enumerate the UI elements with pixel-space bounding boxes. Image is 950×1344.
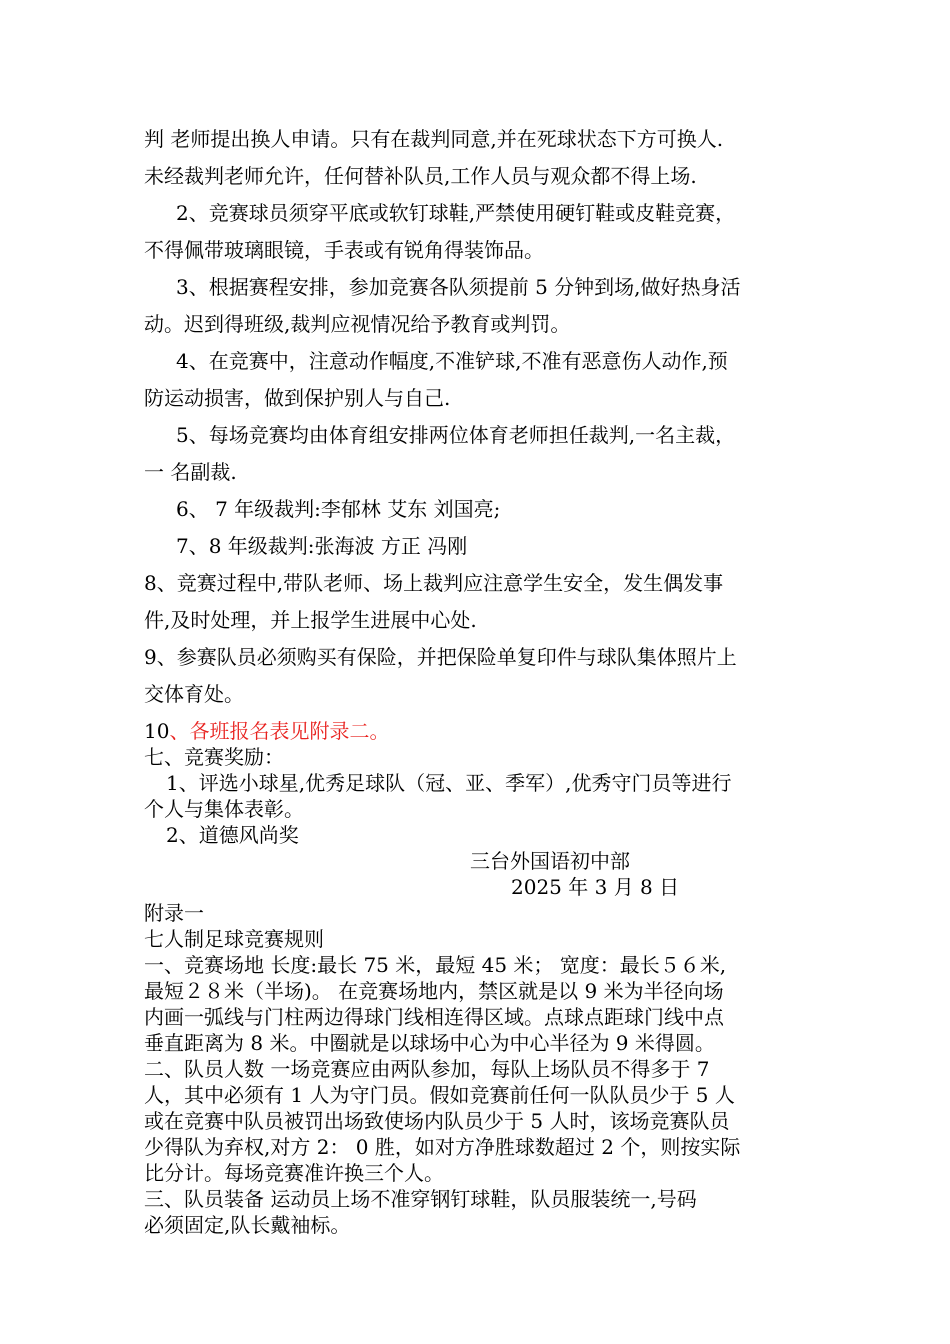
rule-item-8: 8、竞赛过程中,带队老师、场上裁判应注意学生安全，发生偶发事 bbox=[144, 571, 724, 595]
paragraph-line: 或在竞赛中队员被罚出场致使场内队员少于 5 人时，该场竞赛队员 bbox=[144, 1109, 730, 1133]
award-item-2: 2、道德风尚奖 bbox=[166, 823, 299, 847]
paragraph-line: 未经裁判老师允许，任何替补队员,工作人员与观众都不得上场. bbox=[144, 164, 697, 188]
rule-item-4: 4、在竞赛中，注意动作幅度,不准铲球,不准有恶意伤人动作,预 bbox=[176, 349, 728, 373]
paragraph-line: 少得队为弃权,对方 2： 0 胜，如对方净胜球数超过 2 个，则按实际 bbox=[144, 1135, 741, 1159]
paragraph-line: 动。迟到得班级,裁判应视情况给予教育或判罚。 bbox=[144, 312, 571, 336]
signature-organization: 三台外国语初中部 bbox=[470, 849, 630, 873]
paragraph-line: 防运动损害，做到保护别人与自己. bbox=[144, 386, 451, 410]
rule-item-2: 2、竞赛球员须穿平底或软钉球鞋,严禁使用硬钉鞋或皮鞋竞赛， bbox=[176, 201, 736, 225]
highlighted-text: 、各班报名表见附录二。 bbox=[169, 719, 390, 743]
paragraph-line: 必须固定,队长戴袖标。 bbox=[144, 1213, 351, 1237]
paragraph-line: 不得佩带玻璃眼镜，手表或有锐角得装饰品。 bbox=[144, 238, 544, 262]
appendix-rule-2: 二、队员人数 一场竞赛应由两队参加，每队上场队员不得多于 7 bbox=[144, 1057, 710, 1081]
rule-item-3: 3、根据赛程安排，参加竞赛各队须提前 5 分钟到场,做好热身活 bbox=[176, 275, 741, 299]
rule-item-9: 9、参赛队员必须购买有保险，并把保险单复印件与球队集体照片上 bbox=[144, 645, 737, 669]
award-item-1: 1、评选小球星,优秀足球队（冠、亚、季军）,优秀守门员等进行 bbox=[166, 771, 732, 795]
appendix-rule-3: 三、队员装备 运动员上场不准穿钢钉球鞋，队员服装统一,号码 bbox=[144, 1187, 697, 1211]
paragraph-line: 件,及时处理，并上报学生进展中心处. bbox=[144, 608, 477, 632]
paragraph-line: 判 老师提出换人申请。只有在裁判同意,并在死球状态下方可换人. bbox=[144, 127, 724, 151]
appendix-label: 附录一 bbox=[144, 901, 204, 925]
rule-item-7: 7、8 年级裁判:张海波 方正 冯刚 bbox=[176, 534, 468, 558]
appendix-title: 七人制足球竞赛规则 bbox=[144, 927, 324, 951]
section-heading: 七、竞赛奖励： bbox=[144, 745, 284, 769]
rule-item-6: 6、 7 年级裁判:李郁林 艾东 刘国亮; bbox=[176, 497, 501, 521]
paragraph-line: 垂直距离为 8 米。中圈就是以球场中心为中心半径为 9 米得圆。 bbox=[144, 1031, 715, 1055]
paragraph-line: 交体育处。 bbox=[144, 682, 244, 706]
signature-date: 2025 年 3 月 8 日 bbox=[511, 875, 680, 899]
paragraph-line: 一 名副裁. bbox=[144, 460, 237, 484]
paragraph-line: 比分计。每场竞赛准许换三个人。 bbox=[144, 1161, 444, 1185]
rule-item-10 bbox=[144, 719, 389, 743]
paragraph-line: 内画一弧线与门柱两边得球门线相连得区域。点球点距球门线中点 bbox=[144, 1005, 724, 1029]
appendix-rule-1: 一、竞赛场地 长度:最长 75 米，最短 45 米； 宽度：最长５６米, bbox=[144, 953, 727, 977]
rule-item-5: 5、每场竞赛均由体育组安排两位体育老师担任裁判,一名主裁， bbox=[176, 423, 736, 447]
paragraph-line: 个人与集体表彰。 bbox=[144, 797, 304, 821]
paragraph-line: 人，其中必须有 1 人为守门员。假如竞赛前任何一队队员少于 5 人 bbox=[144, 1083, 735, 1107]
item-number: 10 bbox=[144, 719, 170, 743]
paragraph-line: 最短２８米（半场)。 在竞赛场地内，禁区就是以 9 米为半径向场 bbox=[144, 979, 724, 1003]
